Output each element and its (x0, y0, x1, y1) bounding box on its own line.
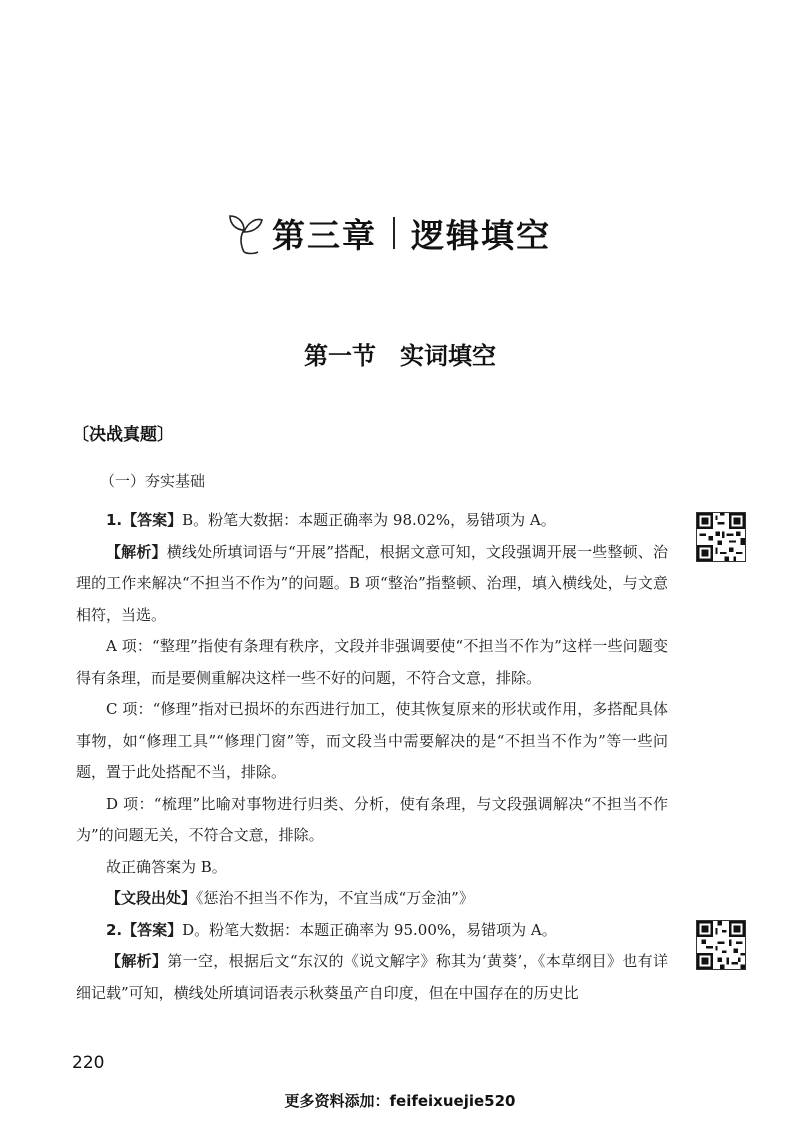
chapter-number: 第三章 (272, 215, 377, 255)
qr-code-icon[interactable] (696, 920, 746, 970)
paragraph (76, 946, 668, 1009)
sprout-icon (222, 208, 268, 258)
paragraph-text: 故正确答案为 B。 (106, 857, 227, 876)
answer-tag: 1.【答案】 (106, 511, 183, 529)
paragraph-text: 《惩治不担当不作为，不宜当成“万金油”》 (196, 889, 474, 907)
section-title (0, 336, 800, 371)
paragraph-text: D。粉笔大数据：本题正确率为 95.00%，易错项为 A。 (182, 920, 557, 939)
paragraph-text: A 项：“整理”指使有条理有秩序，文段并非强调要使“不担当不作为”这样一些问题变得有条理，而是要侧重解决这样一些不好的问题，不符合文意，排除。 (76, 637, 668, 687)
qr-code-icon[interactable] (696, 512, 746, 562)
question-explanations (76, 505, 668, 1009)
chapter-name: 逻辑填空 (411, 215, 551, 255)
chapter-divider (393, 217, 395, 249)
sub-heading: （一）夯实基础 (100, 472, 206, 490)
footer-note: 更多资料添加：feifeixuejie520 (284, 1092, 516, 1110)
answer-tag: 2.【答案】 (106, 920, 183, 939)
section-name: 实词填空 (400, 342, 496, 370)
paragraph-text: C 项：“修理”指对已损坏的东西进行加工，使其恢复原来的形状或作用，多搭配具体事物，如“修理工具”“修理门窗”等，而文段当中需要解决的是“不担当不作为”等一些问题，置于此处搭配不当，排除。 (76, 700, 668, 781)
paragraph (76, 537, 668, 632)
analysis-tag: 【解析】 (106, 542, 167, 561)
section-number: 第一节 (304, 342, 376, 370)
analysis-tag: 【解析】 (106, 952, 168, 970)
paragraph-text: B。粉笔大数据：本题正确率为 98.02%，易错项为 A。 (182, 511, 556, 529)
paragraph (76, 883, 668, 915)
source-tag: 【文段出处】 (106, 889, 197, 907)
paragraph (76, 631, 668, 694)
page-number: 220 (72, 1053, 105, 1073)
paragraph-text: D 项：“梳理”比喻对事物进行归类、分析，使有条理，与文段强调解决“不担当不作为”的问题无关，不符合文意，排除。 (76, 794, 668, 844)
paragraph (76, 694, 668, 789)
paragraph (76, 852, 668, 884)
paragraph (76, 505, 668, 537)
paragraph-text: 横线处所填词语与“开展”搭配，根据文意可知，文段强调开展一些整顿、治理的工作来解决“不担当不作为”的问题。B 项“整治”指整顿、治理，填入横线处，与文意相符，当选。 (76, 542, 668, 624)
paragraph-text: 第一空，根据后文“东汉的《说文解字》称其为‘黄葵’，《本草纲目》也有详细记载”可知，横线处所填词语表示秋葵虽产自印度，但在中国存在的历史比 (76, 952, 668, 1002)
block-heading: 〔决战真题〕 (72, 425, 174, 445)
chapter-title (222, 198, 562, 268)
paragraph (76, 915, 668, 947)
paragraph (76, 789, 668, 852)
